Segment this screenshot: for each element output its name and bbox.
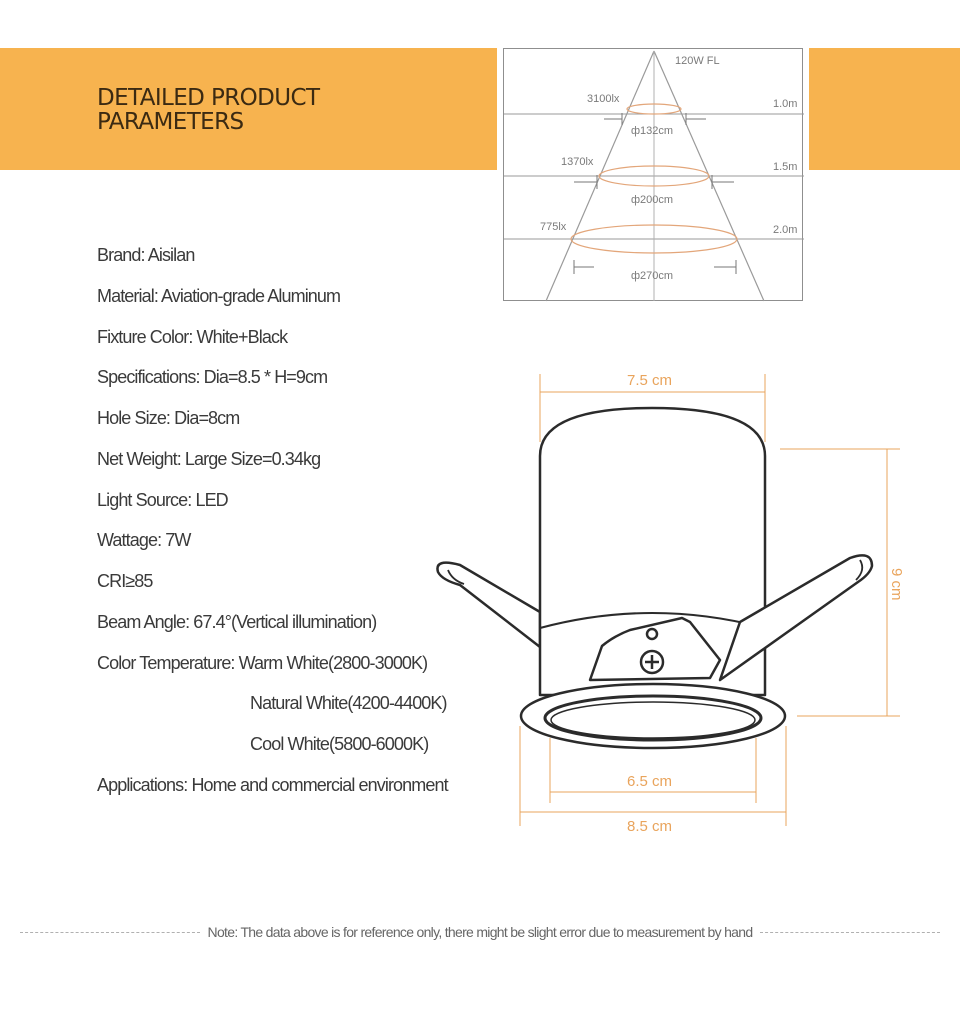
- diameter-1: ф132cm: [631, 125, 674, 137]
- downlight-body: [437, 408, 872, 748]
- diameter-3: ф270cm: [631, 270, 674, 282]
- illuminance-diagram: [503, 48, 803, 301]
- illuminance-diagram-svg: [504, 49, 804, 302]
- dimension-inner-width: 6.5 cm: [627, 773, 673, 790]
- spec-hole-size: Hole Size: Dia=8cm: [97, 408, 240, 428]
- lux-value-2: 1370lx: [561, 156, 594, 168]
- lux-value-1: 3100lx: [587, 93, 620, 105]
- spec-color-temp-warm: Color Temperature: Warm White(2800-3000K): [97, 653, 428, 673]
- spec-cri: CRI≥85: [97, 571, 153, 591]
- bracket-hole: [647, 629, 657, 639]
- page-title: [97, 86, 319, 134]
- spec-light-source: Light Source: LED: [97, 490, 228, 510]
- dimension-height: 9 cm: [888, 568, 905, 601]
- spec-net-weight: Net Weight: Large Size=0.34kg: [97, 449, 321, 469]
- spring-clip-left: [437, 563, 540, 647]
- lux-value-3: 775lx: [540, 221, 567, 233]
- note-text: Note: The data above is for reference only, there might be slight error due to measurement by hand: [207, 924, 753, 940]
- spec-color-temp-cool: Cool White(5800-6000K): [250, 734, 429, 754]
- divider-left: [20, 932, 200, 933]
- spec-material: Material: Aviation-grade Aluminum: [97, 286, 341, 306]
- spec-fixture-color: Fixture Color: White+Black: [97, 327, 288, 347]
- dimension-top-width: 7.5 cm: [627, 372, 673, 389]
- distance-1: 1.0m: [773, 98, 798, 110]
- spec-wattage: Wattage: 7W: [97, 530, 191, 550]
- title-line-2: PARAMETERS: [97, 109, 244, 135]
- distance-2: 1.5m: [773, 161, 798, 173]
- spec-applications: Applications: Home and commercial environment: [97, 775, 448, 795]
- header-banner-right: [809, 48, 960, 170]
- title-line-1: DETAILED PRODUCT: [97, 85, 320, 111]
- diameter-2: ф200cm: [631, 194, 674, 206]
- spec-brand: Brand: Aisilan: [97, 245, 195, 265]
- disclaimer-note: [0, 922, 960, 942]
- spec-color-temp-natural: Natural White(4200-4400K): [250, 693, 447, 713]
- distance-3: 2.0m: [773, 224, 798, 236]
- product-dimension-drawing: [420, 360, 960, 840]
- divider-right: [760, 932, 940, 933]
- lens-ring: [551, 702, 755, 738]
- dimension-outer-width: 8.5 cm: [627, 818, 673, 835]
- diagram-label: 120W FL: [675, 55, 720, 67]
- spec-specifications: Specifications: Dia=8.5 * H=9cm: [97, 367, 328, 387]
- spec-beam-angle: Beam Angle: 67.4°(Vertical illumination): [97, 612, 377, 632]
